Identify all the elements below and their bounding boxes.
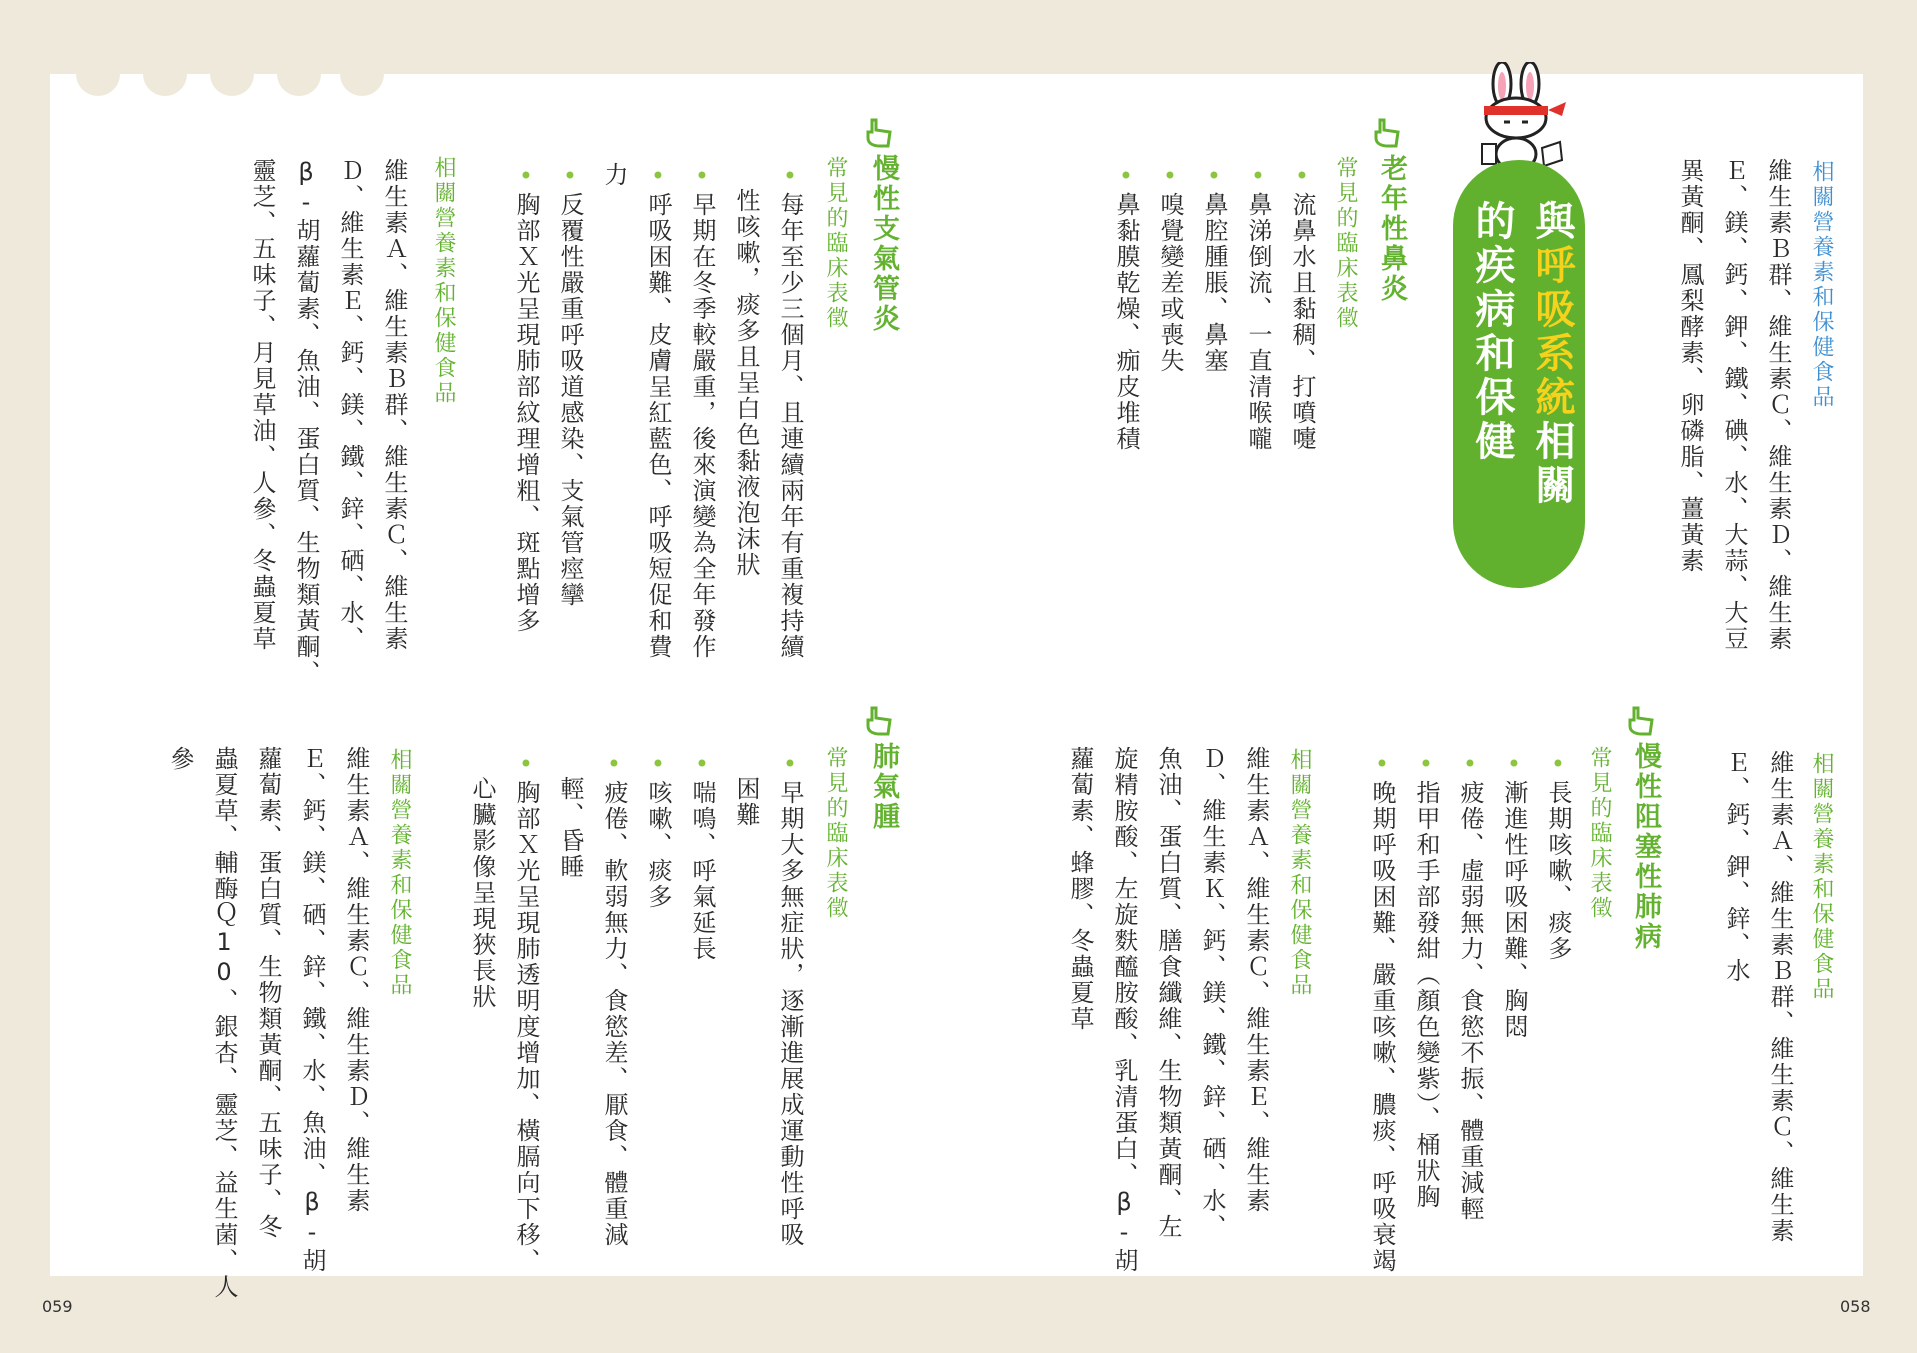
list-item: •鼻涕倒流、一直清喉嚨 <box>1244 162 1272 452</box>
list-item-continued: 性咳嗽，痰多且呈白色黏液泡沫狀 <box>732 188 760 578</box>
nutrients-text: 維生素Ａ、維生素Ｂ群、維生素Ｃ、維生素 Ｅ、鈣、鉀、鋅、水 <box>1722 750 1794 1244</box>
list-item: •疲倦、軟弱無力、食慾差、厭食、體重減 <box>600 750 628 1248</box>
list-item: •早期大多無症狀，逐漸進展成運動性呼吸 <box>776 750 804 1248</box>
list-item: •呼吸困難、皮膚呈紅藍色、呼吸短促和費 <box>644 162 672 660</box>
nutrients-text: 維生素Ａ、維生素Ｃ、維生素Ｅ、維生素 Ｄ、維生素Ｋ、鈣、鎂、鐵、鋅、硒、水、 魚油、蛋白質、膳食纖維、生物類黃酮、左 旋精胺酸、左旋麩醯胺酸、乳清蛋白、β-胡 蘿蔔素、蜂膠、冬蟲夏草 <box>1066 746 1270 1274</box>
list-item-continued: 輕、昏睡 <box>556 776 584 880</box>
nutrients-label: 相關營養素和保健食品 <box>1809 752 1834 1002</box>
nutrients-label: 相關營養素和保健食品 <box>1287 748 1312 998</box>
symptoms-label: 常見的臨床表徵 <box>823 156 848 331</box>
pointing-hand-icon <box>1628 706 1656 736</box>
list-item-continued: 困難 <box>732 776 760 828</box>
list-item-continued: 心臟影像呈現狹長狀 <box>468 776 496 1010</box>
nutrients-label: 相關營養素和保健食品 <box>431 156 456 406</box>
list-item-continued: 力 <box>600 162 628 188</box>
section-title-senile-rhinitis: 老年性鼻炎 <box>1376 154 1407 304</box>
pointing-hand-icon <box>866 706 894 736</box>
list-item: •晚期呼吸困難、嚴重咳嗽、膿痰、呼吸衰竭 <box>1368 750 1396 1274</box>
list-item: •每年至少三個月、且連續兩年有重複持續 <box>776 162 804 660</box>
list-item: •長期咳嗽、痰多 <box>1544 750 1572 962</box>
list-item: •喘鳴、呼氣延長 <box>688 750 716 962</box>
list-item: •鼻黏膜乾燥、痂皮堆積 <box>1112 162 1140 452</box>
pointing-hand-icon <box>866 118 894 148</box>
list-item: •鼻腔腫脹、鼻塞 <box>1200 162 1228 374</box>
bullet-list <box>1092 162 1324 452</box>
symptoms-label: 常見的臨床表徵 <box>1587 746 1612 921</box>
nutrients-label: 相關營養素和保健食品 <box>387 748 412 998</box>
bullet-list <box>448 750 812 1274</box>
bunny-mascot-icon <box>1462 62 1574 172</box>
nutrients-text: 維生素Ａ、維生素Ｂ群、維生素Ｃ、維生素 Ｄ、維生素Ｅ、鈣、鎂、鐵、鋅、硒、水、 β-胡蘿蔔素、魚油、蛋白質、生物類黃酮、 靈芝、五味子、月見草油、人參、冬蟲夏草 <box>248 158 408 686</box>
list-item: •胸部Ｘ光呈現肺透明度增加、橫膈向下移、 <box>512 750 540 1274</box>
list-item: •反覆性嚴重呼吸道感染、支氣管痙攣 <box>556 162 584 608</box>
nutrients-label: 相關營養素和保健食品 <box>1809 160 1834 410</box>
page-number-left: 059 <box>42 1297 73 1316</box>
scallop-decoration <box>76 52 120 96</box>
section-title-chronic-bronchitis: 慢性支氣管炎 <box>868 154 899 334</box>
list-item: •疲倦、虛弱無力、食慾不振、體重減輕 <box>1456 750 1484 1222</box>
list-item: •漸進性呼吸困難、胸悶 <box>1500 750 1528 1040</box>
section-title-emphysema: 肺氣腫 <box>868 742 899 832</box>
nutrients-text: 維生素Ｂ群、維生素Ｃ、維生素Ｄ、維生素 Ｅ、鎂、鈣、鉀、鐵、碘、水、大蒜、大豆 異黃酮、鳳梨酵素、卵磷脂、薑黃素 <box>1676 158 1792 652</box>
bullet-list <box>494 162 812 660</box>
list-item: •胸部Ｘ光呈現肺部紋理增粗、斑點增多 <box>512 162 540 634</box>
list-item: •早期在冬季較嚴重，後來演變為全年發作 <box>688 162 716 660</box>
page-number-right: 058 <box>1840 1297 1871 1316</box>
list-item: •咳嗽、痰多 <box>644 750 672 910</box>
pointing-hand-icon <box>1374 118 1402 148</box>
symptoms-label: 常見的臨床表徵 <box>823 746 848 921</box>
bullet-list <box>1348 750 1580 1274</box>
scallop-decoration <box>340 52 384 96</box>
list-item: •嗅覺變差或喪失 <box>1156 162 1184 374</box>
nutrients-text: 維生素Ａ、維生素Ｃ、維生素Ｄ、維生素 Ｅ、鈣、鎂、硒、鋅、鐵、水、魚油、β-胡 蘿蔔素、蛋白質、生物類黃酮、五味子、冬 蟲夏草、輔酶Ｑ10、銀杏、靈芝、益生菌、人 參 <box>166 746 370 1300</box>
section-title-copd: 慢性阻塞性肺病 <box>1630 742 1661 952</box>
list-item: •流鼻水且黏稠、打噴嚏 <box>1288 162 1316 452</box>
scallop-decoration <box>277 52 321 96</box>
page-title: 與呼吸系統相關 的疾病和保健 <box>1469 200 1575 508</box>
list-item: •指甲和手部發紺（顏色變紫）、桶狀胸 <box>1412 750 1440 1210</box>
scallop-decoration <box>210 52 254 96</box>
symptoms-label: 常見的臨床表徵 <box>1333 156 1358 331</box>
scallop-decoration <box>143 52 187 96</box>
